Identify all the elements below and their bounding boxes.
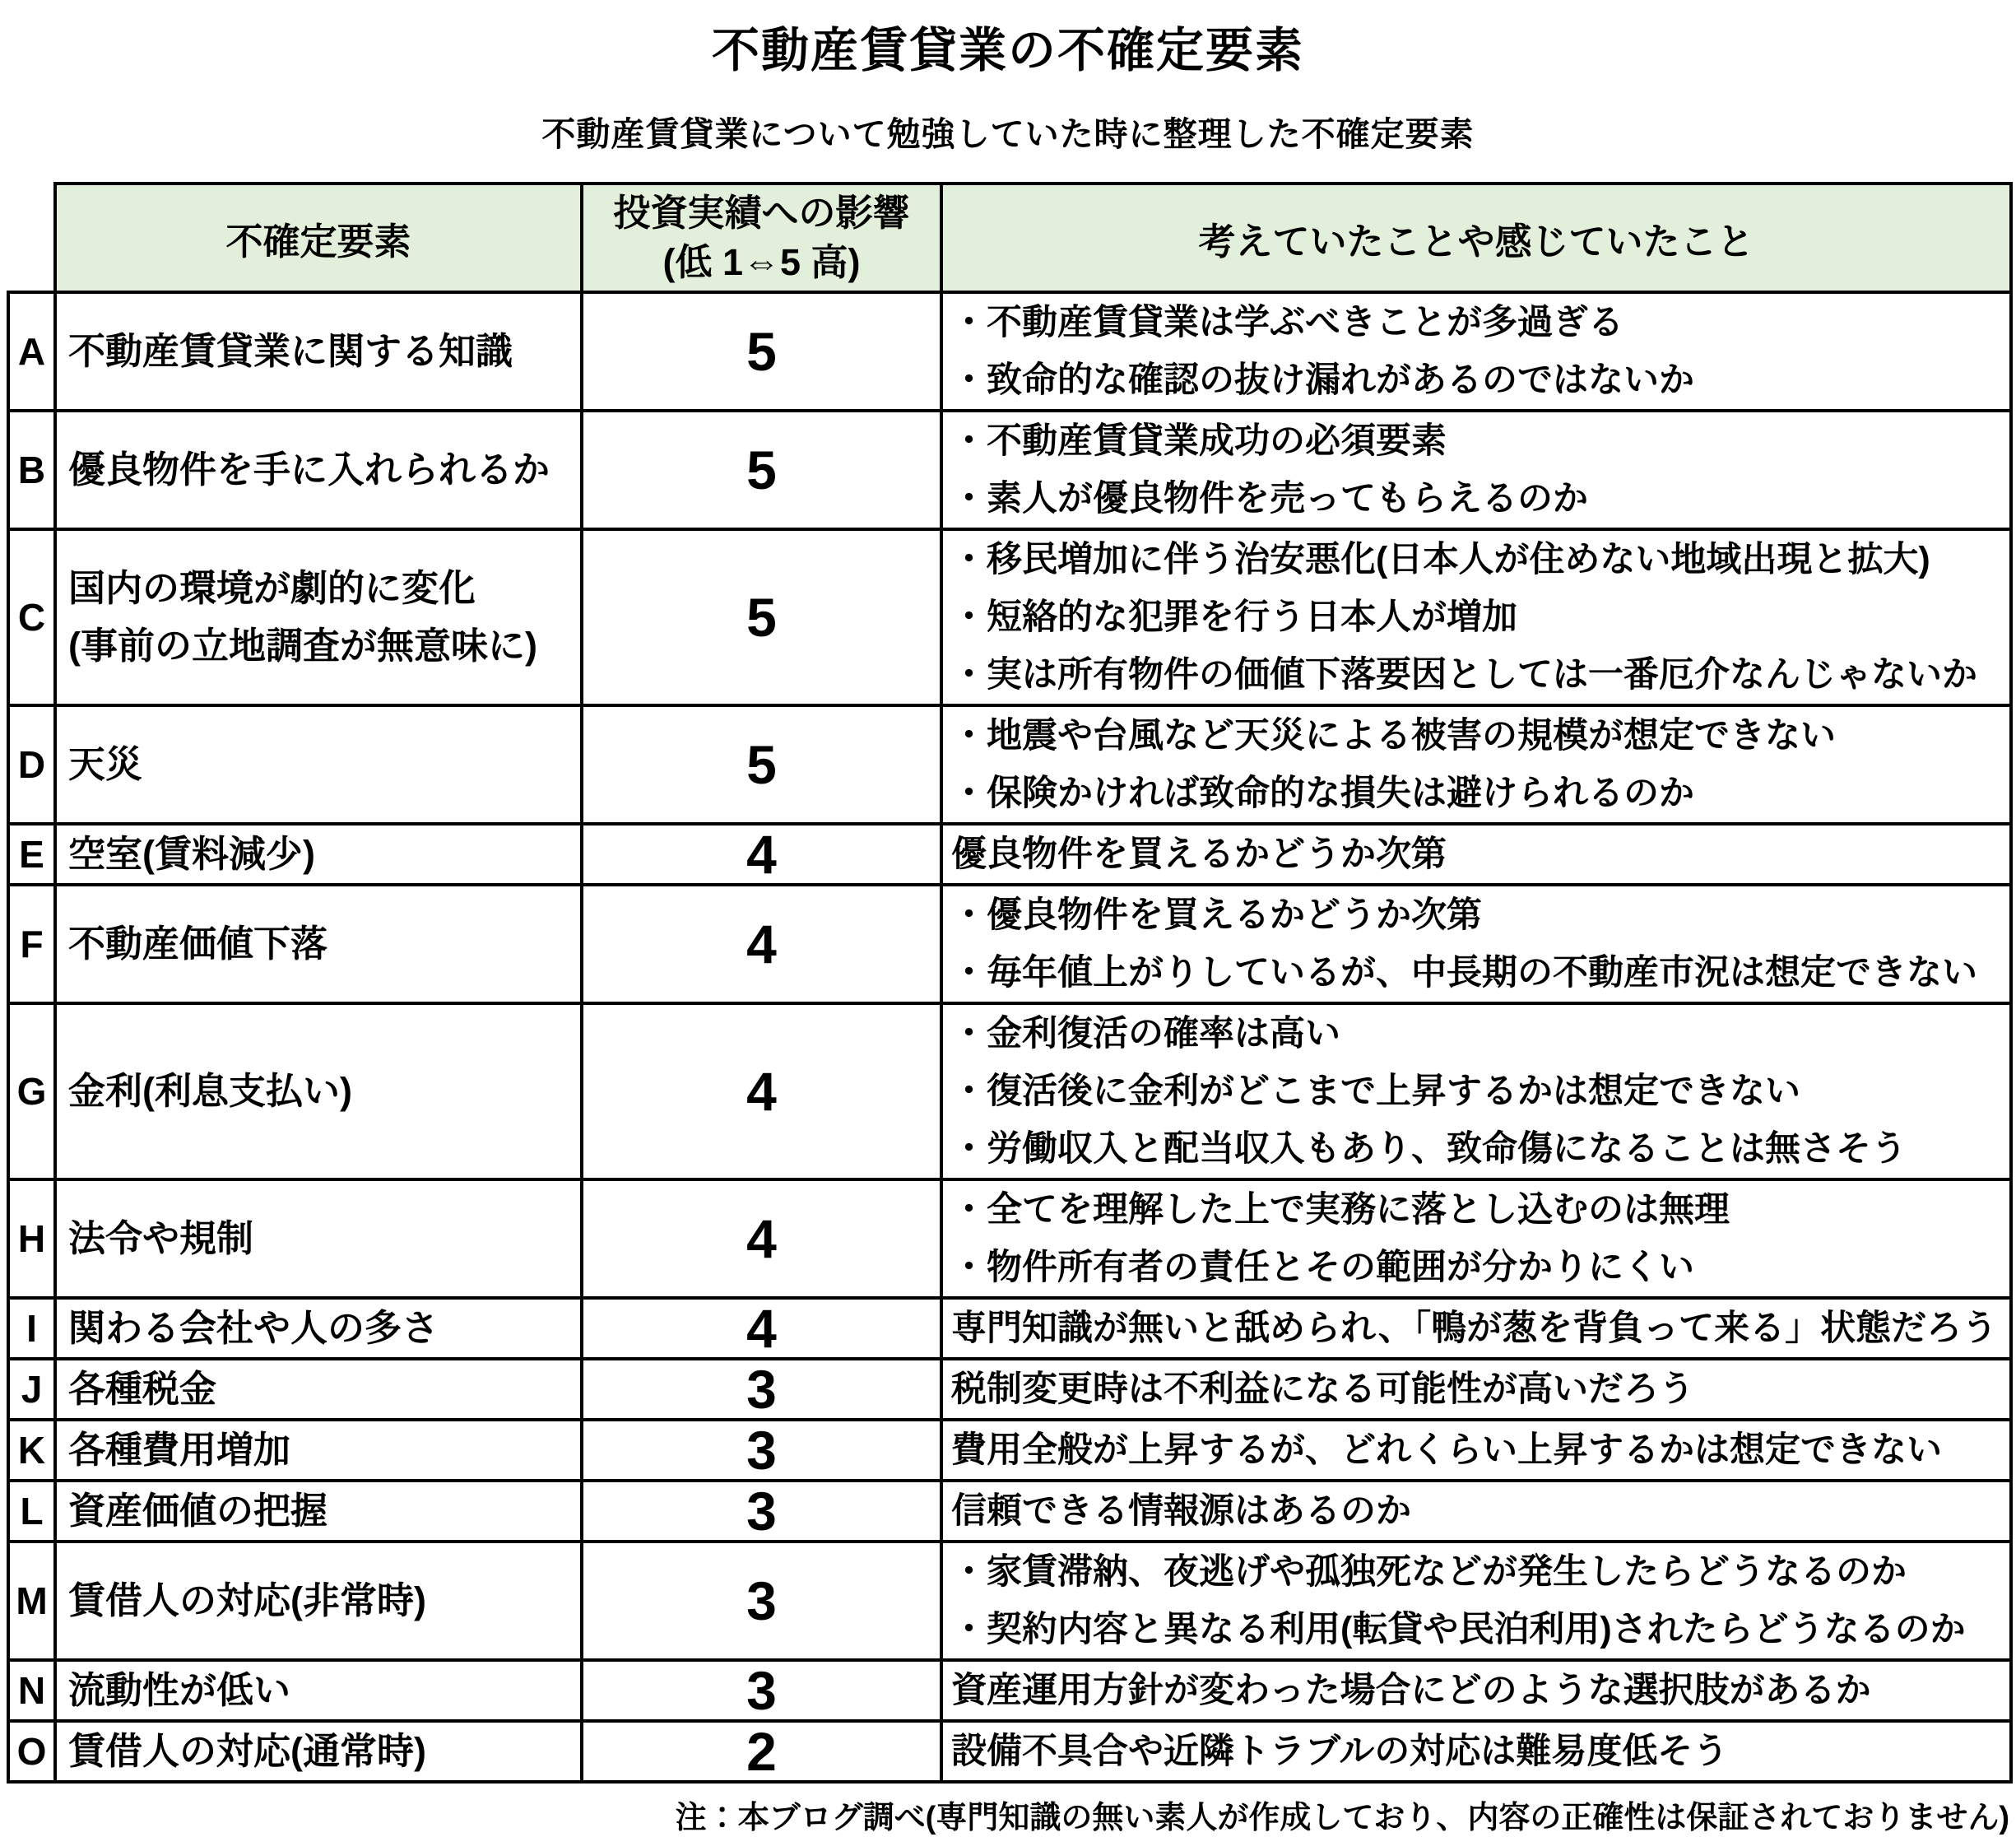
row-letter: D (8, 705, 55, 824)
table-row (8, 1003, 2011, 1179)
comment-line: 設備不具合や近隣トラブルの対応は難易度低そう (951, 1732, 1729, 1771)
table-row (8, 1721, 2011, 1782)
factor-line: 賃借人の対応(非常時) (68, 1579, 426, 1621)
header-corner-blank (8, 184, 55, 292)
row-comments (941, 1359, 2011, 1420)
comment-line: ・優良物件を買えるかどうか次第 (951, 895, 1482, 935)
factor-line: 法令や規制 (68, 1217, 254, 1259)
comment-line: 専門知識が無いと舐められ、「鴨が葱を背負って来る」状態だろう (951, 1309, 1998, 1348)
row-factor (55, 1542, 582, 1660)
table-row (8, 1298, 2011, 1359)
row-impact-score: 5 (582, 529, 941, 705)
row-letter: B (8, 411, 55, 529)
comment-line: ・契約内容と異なる利用(転貸や民泊利用)されたらどうなるのか (951, 1610, 1966, 1649)
row-factor (55, 1179, 582, 1298)
factor-line: 関わる会社や人の多さ (68, 1307, 439, 1349)
row-comments (941, 1721, 2011, 1782)
row-letter: N (8, 1660, 55, 1721)
comment-line: ・毎年値上がりしているが、中長期の不動産市況は想定できない (951, 953, 1977, 993)
table-body (8, 292, 2011, 1782)
row-letter: F (8, 885, 55, 1003)
row-letter: A (8, 292, 55, 411)
factor-line: 不動産賃貸業に関する知識 (68, 330, 513, 372)
row-letter: L (8, 1481, 55, 1542)
row-comments (941, 1420, 2011, 1481)
row-factor (55, 1298, 582, 1359)
comment-line: 税制変更時は不利益になる可能性が高いだろう (951, 1370, 1694, 1409)
table-row (8, 1420, 2011, 1481)
comment-line: ・労働収入と配当収入もあり、致命傷になることは無さそう (951, 1129, 1907, 1169)
row-letter: K (8, 1420, 55, 1481)
uncertainty-table (7, 182, 2013, 1784)
comment-line: ・短絡的な犯罪を行う日本人が増加 (951, 598, 1517, 637)
row-factor (55, 705, 582, 824)
row-comments (941, 292, 2011, 411)
comment-line: ・不動産賃貸業成功の必須要素 (951, 421, 1447, 461)
row-impact-score: 5 (582, 292, 941, 411)
header-row (8, 184, 2011, 292)
row-impact-score: 5 (582, 411, 941, 529)
row-factor (55, 1359, 582, 1420)
comment-line: ・実は所有物件の価値下落要因としては一番厄介なんじゃないか (951, 655, 1977, 695)
row-letter: C (8, 529, 55, 705)
row-comments (941, 1003, 2011, 1179)
table-row (8, 705, 2011, 824)
row-factor (55, 1481, 582, 1542)
row-comments (941, 1179, 2011, 1298)
comment-line: ・致命的な確認の抜け漏れがあるのではないか (951, 360, 1694, 400)
header-impact (582, 184, 941, 292)
row-impact-score: 4 (582, 1179, 941, 1298)
row-factor (55, 1721, 582, 1782)
row-letter: H (8, 1179, 55, 1298)
row-impact-score: 2 (582, 1721, 941, 1782)
factor-line: 流動性が低い (68, 1669, 291, 1711)
row-letter: E (8, 824, 55, 885)
factor-line: 賃借人の対応(通常時) (68, 1730, 426, 1772)
row-impact-score: 3 (582, 1481, 941, 1542)
table-row (8, 1660, 2011, 1721)
header-factor: 不確定要素 (55, 184, 582, 292)
table-row (8, 1481, 2011, 1542)
row-comments (941, 1481, 2011, 1542)
table-row (8, 885, 2011, 1003)
row-impact-score: 4 (582, 1003, 941, 1179)
row-comments (941, 824, 2011, 885)
row-letter: G (8, 1003, 55, 1179)
page-subtitle: 不動産賃貸業について勉強していた時に整理した不確定要素 (541, 115, 1475, 153)
comment-line: 優良物件を買えるかどうか次第 (951, 835, 1447, 874)
row-impact-score: 3 (582, 1660, 941, 1721)
row-comments (941, 1660, 2011, 1721)
factor-line: 金利(利息支払い) (68, 1070, 352, 1112)
row-comments (941, 705, 2011, 824)
row-letter: I (8, 1298, 55, 1359)
row-impact-score: 3 (582, 1420, 941, 1481)
factor-line: (事前の立地調査が無意味に) (68, 625, 537, 667)
factor-line: 資産価値の把握 (68, 1490, 328, 1532)
row-comments (941, 411, 2011, 529)
row-impact-score: 5 (582, 705, 941, 824)
comment-line: ・全てを理解した上で実務に落とし込むのは無理 (951, 1190, 1730, 1230)
row-comments (941, 529, 2011, 705)
comment-line: ・復活後に金利がどこまで上昇するかは想定できない (951, 1072, 1800, 1111)
row-comments (941, 885, 2011, 1003)
row-impact-score: 3 (582, 1542, 941, 1660)
row-factor (55, 411, 582, 529)
row-factor (55, 1660, 582, 1721)
row-factor (55, 1003, 582, 1179)
comment-line: ・地震や台風など天災による被害の規模が想定できない (951, 716, 1836, 756)
row-factor (55, 1420, 582, 1481)
row-factor (55, 885, 582, 1003)
factor-line: 優良物件を手に入れられるか (68, 449, 550, 491)
page-title: 不動産賃貸業の不確定要素 (711, 24, 1304, 77)
factor-line: 国内の環境が劇的に変化 (68, 567, 476, 609)
comment-line: ・金利復活の確率は高い (951, 1014, 1340, 1053)
comment-line: 費用全般が上昇するが、どれくらい上昇するかは想定できない (951, 1430, 1942, 1470)
row-comments (941, 1298, 2011, 1359)
table-row (8, 292, 2011, 411)
comment-line: ・家賃滞納、夜逃げや孤独死などが発生したらどうなるのか (951, 1552, 1907, 1592)
row-letter: J (8, 1359, 55, 1420)
factor-line: 各種税金 (68, 1368, 217, 1410)
row-comments (941, 1542, 2011, 1660)
row-letter: M (8, 1542, 55, 1660)
comment-line: ・素人が優良物件を売ってもらえるのか (951, 479, 1588, 519)
comment-line: ・不動産賃貸業は学ぶべきことが多過ぎる (951, 303, 1623, 342)
table-row (8, 1542, 2011, 1660)
factor-line: 各種費用増加 (68, 1429, 291, 1471)
factor-line: 空室(賃料減少) (68, 833, 315, 875)
row-impact-score: 3 (582, 1359, 941, 1420)
row-factor (55, 292, 582, 411)
header-impact-line2: (低 1⇔5 高) (662, 241, 861, 283)
footnote: 注：本ブログ調べ(専門知識の無い素人が作成しており、内容の正確性は保証されておりません) (675, 1801, 2009, 1835)
factor-line: 不動産価値下落 (68, 923, 328, 965)
row-impact-score: 4 (582, 885, 941, 1003)
table-row (8, 411, 2011, 529)
comment-line: 信頼できる情報源はあるのか (951, 1491, 1411, 1531)
table-row (8, 824, 2011, 885)
table-row (8, 1359, 2011, 1420)
row-impact-score: 4 (582, 1298, 941, 1359)
factor-line: 天災 (68, 743, 143, 785)
row-factor (55, 824, 582, 885)
table-row (8, 529, 2011, 705)
comment-line: 資産運用方針が変わった場合にどのような選択肢があるか (951, 1671, 1871, 1710)
comment-line: ・移民増加に伴う治安悪化(日本人が住めない地域出現と拡大) (951, 540, 1930, 579)
row-factor (55, 529, 582, 705)
comment-line: ・物件所有者の責任とその範囲が分かりにくい (951, 1248, 1694, 1287)
header-thoughts: 考えていたことや感じていたこと (941, 184, 2011, 292)
comment-line: ・保険かければ致命的な損失は避けられるのか (951, 774, 1694, 813)
table-header (8, 184, 2011, 292)
row-impact-score: 4 (582, 824, 941, 885)
row-letter: O (8, 1721, 55, 1782)
table-row (8, 1179, 2011, 1298)
header-impact-line1: 投資実績への影響 (613, 192, 910, 234)
